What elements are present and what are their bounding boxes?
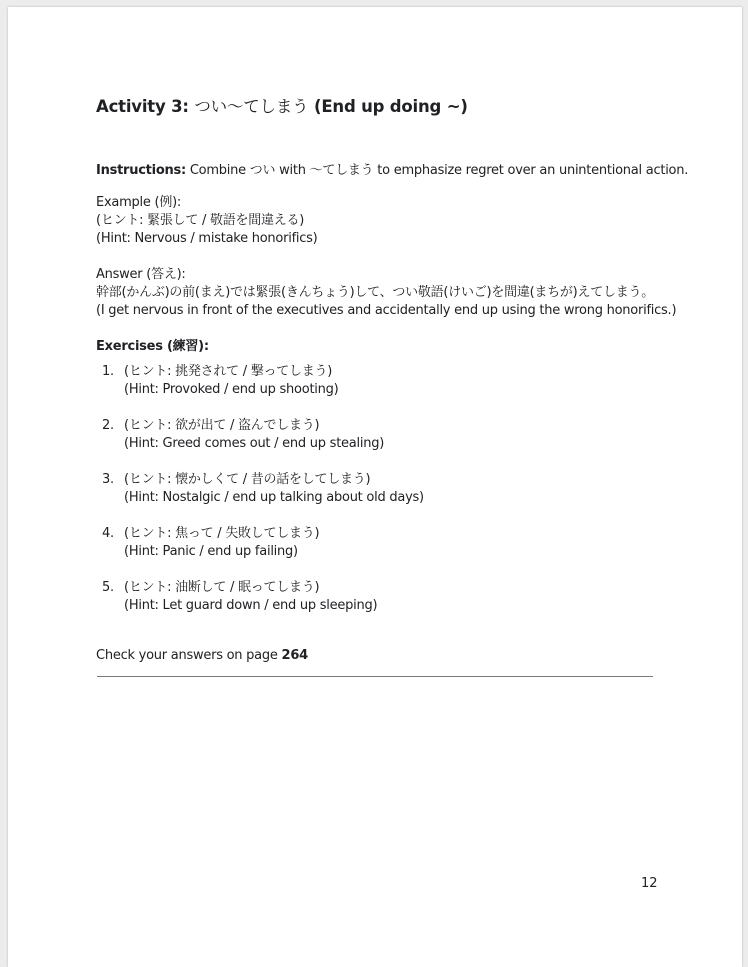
page-number: 12	[641, 876, 658, 891]
example-hint-jp: (ヒント: 緊張して / 敬語を間違える)	[96, 213, 305, 228]
answer-en: (I get nervous in front of the executives and accidentally end up using the wrong honorifics.)	[96, 303, 677, 318]
exercise-hint-jp: (ヒント: 懐かしくて / 昔の話をしてしまう)	[124, 472, 371, 487]
activity-title	[96, 93, 468, 117]
exercise-hint-en: (Hint: Panic / end up failing)	[124, 544, 298, 559]
exercise-hint-jp: (ヒント: 欲が出て / 盗んでしまう)	[124, 418, 320, 433]
exercise-number: 5.	[102, 580, 114, 595]
horizontal-divider	[97, 676, 653, 677]
instructions-paragraph	[96, 162, 688, 180]
exercise-hint-en: (Hint: Let guard down / end up sleeping)	[124, 598, 378, 613]
exercise-number: 2.	[102, 418, 114, 433]
activity-title-prefix: Activity 3:	[96, 97, 189, 116]
activity-title-jp: つい～てしまう	[194, 97, 309, 116]
example-block	[96, 194, 318, 248]
exercise-hint-en: (Hint: Provoked / end up shooting)	[124, 382, 339, 397]
exercise-item	[100, 525, 424, 579]
example-label: Example (例):	[96, 195, 182, 210]
instructions-label: Instructions:	[96, 163, 186, 178]
exercise-hint-en: (Hint: Greed comes out / end up stealing)	[124, 436, 385, 451]
exercises-heading	[96, 338, 209, 356]
instructions-text: Combine つい with ～てしまう to emphasize regret over an unintentional action.	[189, 163, 689, 178]
check-answers-text: Check your answers on page	[96, 648, 278, 663]
exercise-item	[100, 363, 424, 417]
check-answers-page: 264	[281, 648, 308, 663]
example-hint-en: (Hint: Nervous / mistake honorifics)	[96, 231, 318, 246]
exercise-hint-en: (Hint: Nostalgic / end up talking about old days)	[124, 490, 424, 505]
exercise-hint-jp: (ヒント: 挑発されて / 撃ってしまう)	[124, 364, 333, 379]
exercises-label: Exercises (練習):	[96, 339, 209, 354]
answer-block	[96, 266, 676, 320]
exercise-number: 1.	[102, 364, 114, 379]
answer-label: Answer (答え):	[96, 267, 186, 282]
activity-title-suffix: (End up doing ~)	[313, 97, 468, 116]
exercise-number: 4.	[102, 526, 114, 541]
exercise-hint-jp: (ヒント: 油断して / 眠ってしまう)	[124, 580, 320, 595]
exercise-item	[100, 471, 424, 525]
exercise-item	[100, 579, 424, 633]
answer-jp: 幹部(かんぶ)の前(まえ)では緊張(きんちょう)して、つい敬語(けいご)を間違(まちが)えてしまう。	[96, 285, 654, 300]
exercise-number: 3.	[102, 472, 114, 487]
check-answers-line	[96, 647, 308, 665]
exercise-item	[100, 417, 424, 471]
exercise-list	[100, 363, 424, 633]
exercise-hint-jp: (ヒント: 焦って / 失敗してしまう)	[124, 526, 320, 541]
document-page	[8, 7, 742, 967]
